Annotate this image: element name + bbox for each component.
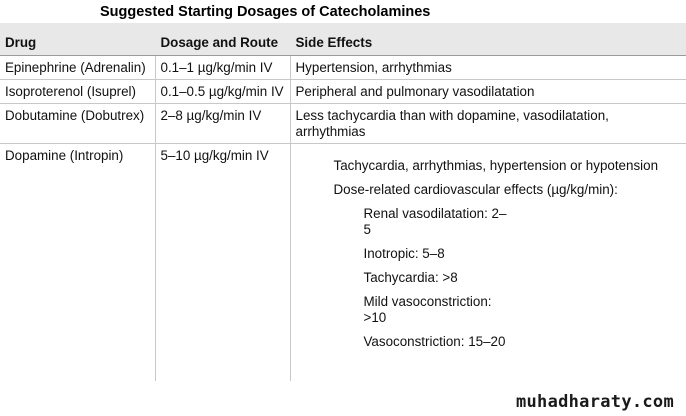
cell-dosage: 2–8 µg/kg/min IV (155, 103, 290, 143)
table-row-dopamine (0, 143, 686, 381)
list-item: Mild vasoconstriction: >10 (363, 293, 492, 325)
cell-drug: Isoproterenol (Isuprel) (0, 79, 155, 103)
list-item: Tachycardia: >8 (363, 269, 458, 285)
cell-side-effects (290, 143, 686, 381)
side-effects-text: Tachycardia, arrhythmias, hypertension or hypotension (333, 157, 659, 173)
list-item: Renal vasodilatation: 2–5 (363, 205, 507, 237)
list-item: Inotropic: 5–8 (363, 245, 445, 261)
watermark-text: muhadharaty.com (515, 392, 674, 412)
cell-side-effects: Peripheral and pulmonary vasodilatation (290, 79, 686, 103)
table-title: Suggested Starting Dosages of Catecholamines (100, 4, 431, 20)
table-header (0, 23, 686, 55)
table-row-dobutamine (0, 103, 686, 143)
cell-dosage: 0.1–0.5 µg/kg/min IV (155, 79, 290, 103)
cell-dosage: 5–10 µg/kg/min IV (155, 143, 290, 381)
table-row-isoproterenol (0, 79, 686, 103)
cell-drug: Dopamine (Intropin) (5, 147, 124, 163)
dose-effects-list (296, 206, 682, 350)
dosage-table (0, 23, 686, 381)
cell-side-effects: Less tachycardia than with dopamine, vasodilatation, arrhythmias (290, 103, 686, 143)
table-body (0, 55, 686, 381)
header-drug: Drug (0, 23, 155, 55)
cell-side-effects: Hypertension, arrhythmias (290, 55, 686, 79)
list-item: Vasoconstriction: 15–20 (363, 333, 506, 349)
table-row-epinephrine (0, 55, 686, 79)
cell-drug: Dobutamine (Dobutrex) (0, 103, 155, 143)
header-row (0, 23, 686, 55)
cell-drug: Epinephrine (Adrenalin) (0, 55, 155, 79)
header-dosage-route: Dosage and Route (155, 23, 290, 55)
header-side-effects: Side Effects (290, 23, 686, 55)
dose-effects-heading: Dose-related cardiovascular effects (µg/kg/min): (333, 181, 618, 197)
cell-dosage: 0.1–1 µg/kg/min IV (155, 55, 290, 79)
